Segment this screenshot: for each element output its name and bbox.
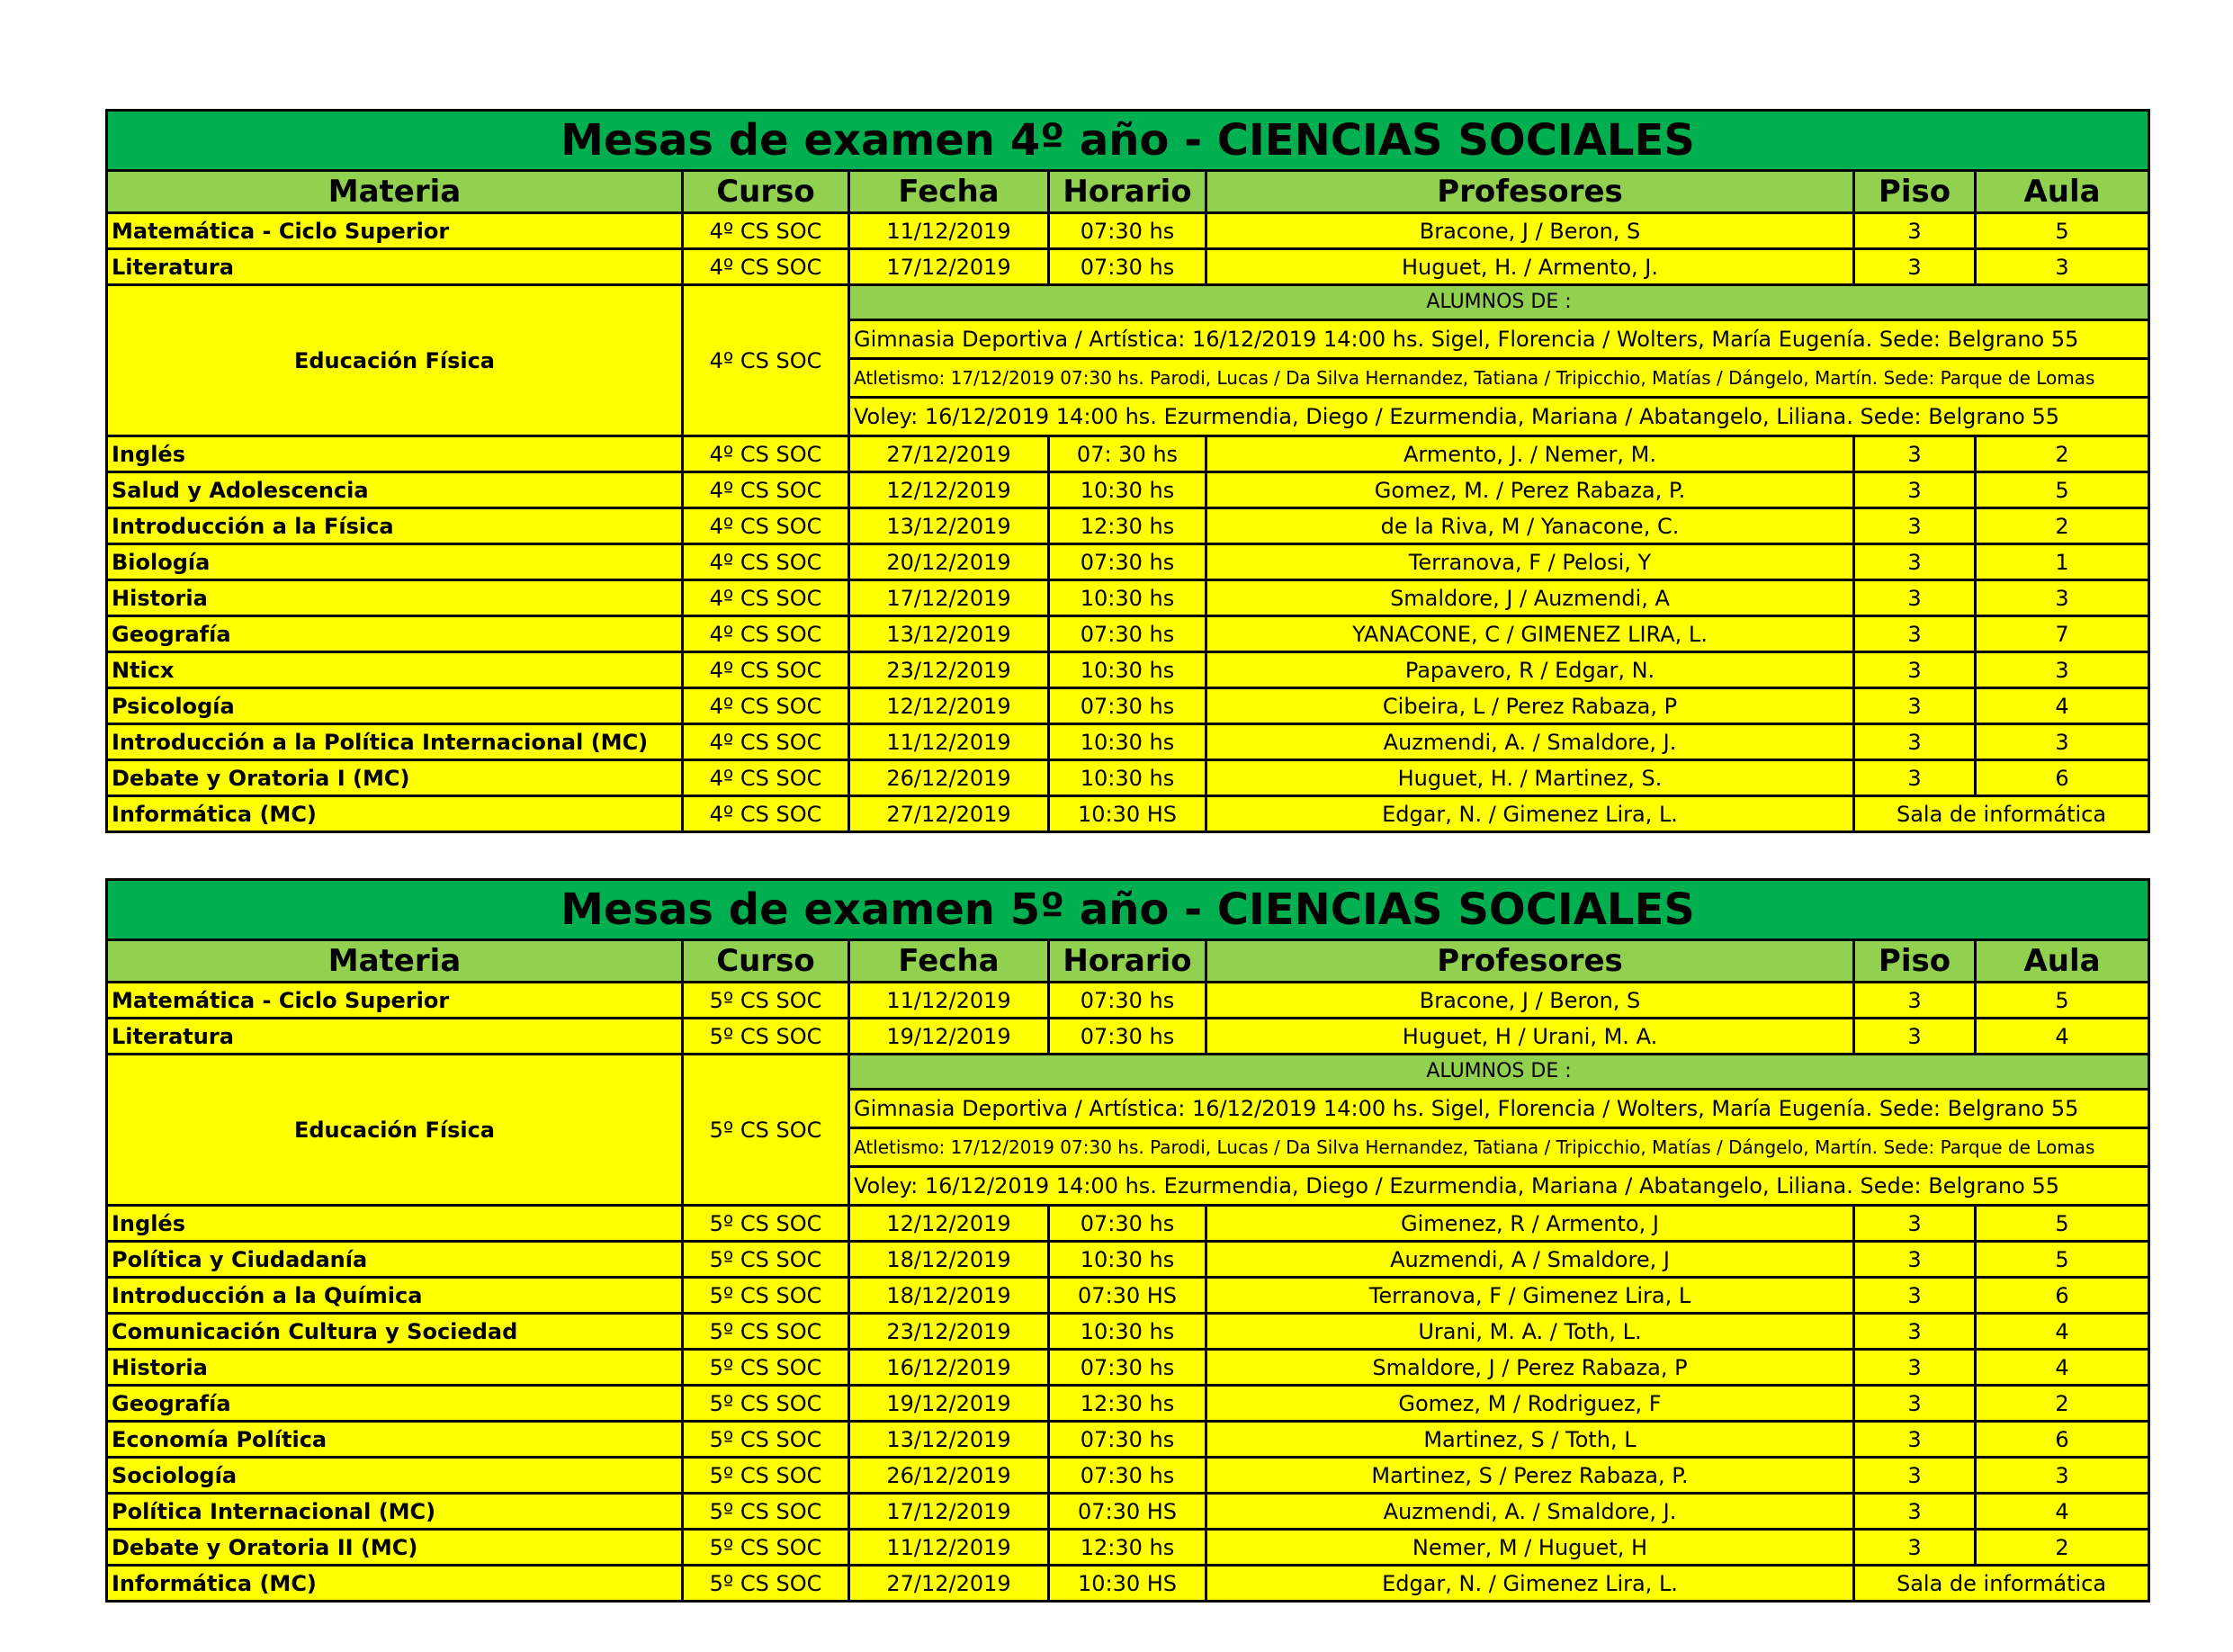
cell-materia: Introducción a la Química (107, 1278, 683, 1314)
cell-fecha: 17/12/2019 (849, 580, 1049, 616)
cell-horario: 12:30 hs (1049, 1386, 1206, 1422)
cell-materia: Geografía (107, 616, 683, 652)
cell-aula: 4 (1976, 688, 2149, 724)
cell-profesores: Martinez, S / Perez Rabaza, P. (1206, 1458, 1854, 1494)
table-row (107, 249, 2149, 285)
cell-horario: 07:30 hs (1049, 688, 1206, 724)
ef-activity: Atletismo: 17/12/2019 07:30 hs. Parodi, Lucas / Da Silva Hernandez, Tatiana / Tripicchio, Matías / Dángelo, Martín. Sede: Parque de Lomas (849, 359, 2149, 398)
cell-horario: 07:30 hs (1049, 616, 1206, 652)
cell-piso: 3 (1854, 1422, 1976, 1458)
cell-profesores: Papavero, R / Edgar, N. (1206, 652, 1854, 688)
cell-piso: 3 (1854, 508, 1976, 544)
cell-profesores: Terranova, F / Gimenez Lira, L (1206, 1278, 1854, 1314)
cell-curso: 5º CS SOC (683, 1530, 849, 1566)
cell-fecha: 19/12/2019 (849, 1386, 1049, 1422)
cell-curso-ef: 4º CS SOC (683, 285, 849, 436)
cell-aula: 6 (1976, 1422, 2149, 1458)
cell-horario: 10:30 hs (1049, 1314, 1206, 1350)
cell-materia: Inglés (107, 436, 683, 472)
cell-fecha: 26/12/2019 (849, 760, 1049, 796)
cell-horario: 10:30 HS (1049, 1566, 1206, 1602)
cell-profesores: Armento, J. / Nemer, M. (1206, 436, 1854, 472)
cell-curso: 5º CS SOC (683, 1278, 849, 1314)
cell-materia: Matemática - Ciclo Superior (107, 213, 683, 249)
column-header-profesores: Profesores (1206, 940, 1854, 983)
table-row (107, 1019, 2149, 1055)
cell-horario: 07: 30 hs (1049, 436, 1206, 472)
cell-piso: 3 (1854, 1314, 1976, 1350)
cell-materia: Historia (107, 580, 683, 616)
cell-aula: 1 (1976, 544, 2149, 580)
cell-curso: 4º CS SOC (683, 472, 849, 508)
cell-fecha: 11/12/2019 (849, 983, 1049, 1019)
cell-aula: 5 (1976, 1206, 2149, 1242)
table-row (107, 688, 2149, 724)
cell-profesores: Edgar, N. / Gimenez Lira, L. (1206, 796, 1854, 832)
cell-fecha: 17/12/2019 (849, 249, 1049, 285)
cell-horario: 07:30 hs (1049, 983, 1206, 1019)
column-header-aula: Aula (1976, 171, 2149, 213)
column-header-piso: Piso (1854, 171, 1976, 213)
cell-curso: 5º CS SOC (683, 1422, 849, 1458)
column-header-fecha: Fecha (849, 940, 1049, 983)
cell-aula: 5 (1976, 1242, 2149, 1278)
cell-piso: 3 (1854, 580, 1976, 616)
cell-materia: Economía Política (107, 1422, 683, 1458)
cell-fecha: 12/12/2019 (849, 1206, 1049, 1242)
cell-aula: 3 (1976, 724, 2149, 760)
cell-piso: 3 (1854, 1350, 1976, 1386)
cell-piso: 3 (1854, 724, 1976, 760)
cell-fecha: 26/12/2019 (849, 1458, 1049, 1494)
cell-horario: 07:30 hs (1049, 1458, 1206, 1494)
cell-curso: 5º CS SOC (683, 1350, 849, 1386)
cell-materia: Biología (107, 544, 683, 580)
cell-piso: 3 (1854, 249, 1976, 285)
cell-aula: 3 (1976, 580, 2149, 616)
table-row (107, 1530, 2149, 1566)
exam-table-5to (105, 878, 2148, 1603)
table-row (107, 1242, 2149, 1278)
table-row (107, 724, 2149, 760)
cell-aula: 2 (1976, 1386, 2149, 1422)
cell-profesores: Huguet, H. / Armento, J. (1206, 249, 1854, 285)
cell-piso: 3 (1854, 1278, 1976, 1314)
cell-profesores: Bracone, J / Beron, S (1206, 983, 1854, 1019)
cell-horario: 07:30 hs (1049, 544, 1206, 580)
cell-fecha: 11/12/2019 (849, 724, 1049, 760)
table-row (107, 1422, 2149, 1458)
cell-horario: 10:30 hs (1049, 472, 1206, 508)
cell-profesores: Huguet, H. / Martinez, S. (1206, 760, 1854, 796)
table-row (107, 1350, 2149, 1386)
cell-profesores: Auzmendi, A. / Smaldore, J. (1206, 724, 1854, 760)
cell-materia: Literatura (107, 249, 683, 285)
cell-aula: 5 (1976, 213, 2149, 249)
cell-materia: Matemática - Ciclo Superior (107, 983, 683, 1019)
cell-curso: 5º CS SOC (683, 1242, 849, 1278)
exam-table-4to (105, 109, 2148, 833)
ef-activity: Voley: 16/12/2019 14:00 hs. Ezurmendia, Diego / Ezurmendia, Mariana / Abatangelo, Liliana. Sede: Belgrano 55 (849, 398, 2149, 436)
cell-curso: 4º CS SOC (683, 724, 849, 760)
header-row (107, 171, 2149, 213)
column-header-piso: Piso (1854, 940, 1976, 983)
cell-fecha: 20/12/2019 (849, 544, 1049, 580)
cell-piso: 3 (1854, 1530, 1976, 1566)
cell-piso: 3 (1854, 544, 1976, 580)
cell-horario: 10:30 hs (1049, 760, 1206, 796)
cell-curso: 4º CS SOC (683, 544, 849, 580)
table-row (107, 1278, 2149, 1314)
cell-fecha: 23/12/2019 (849, 1314, 1049, 1350)
cell-aula: 5 (1976, 472, 2149, 508)
cell-profesores: Martinez, S / Toth, L (1206, 1422, 1854, 1458)
cell-piso: 3 (1854, 1458, 1976, 1494)
cell-fecha: 13/12/2019 (849, 1422, 1049, 1458)
cell-materia: Nticx (107, 652, 683, 688)
column-header-fecha: Fecha (849, 171, 1049, 213)
cell-curso-ef: 5º CS SOC (683, 1055, 849, 1206)
cell-fecha: 12/12/2019 (849, 688, 1049, 724)
cell-materia: Informática (MC) (107, 796, 683, 832)
cell-fecha: 27/12/2019 (849, 436, 1049, 472)
cell-horario: 10:30 hs (1049, 652, 1206, 688)
cell-curso: 4º CS SOC (683, 508, 849, 544)
table-row (107, 1566, 2149, 1602)
cell-profesores: de la Riva, M / Yanacone, C. (1206, 508, 1854, 544)
ef-activity: Atletismo: 17/12/2019 07:30 hs. Parodi, Lucas / Da Silva Hernandez, Tatiana / Tripicchio, Matías / Dángelo, Martín. Sede: Parque de Lomas (849, 1128, 2149, 1167)
cell-aula: 6 (1976, 760, 2149, 796)
cell-profesores: Auzmendi, A / Smaldore, J (1206, 1242, 1854, 1278)
ef-activity: Voley: 16/12/2019 14:00 hs. Ezurmendia, Diego / Ezurmendia, Mariana / Abatangelo, Liliana. Sede: Belgrano 55 (849, 1167, 2149, 1206)
cell-materia: Informática (MC) (107, 1566, 683, 1602)
cell-curso: 4º CS SOC (683, 760, 849, 796)
cell-horario: 07:30 hs (1049, 213, 1206, 249)
cell-materia: Historia (107, 1350, 683, 1386)
table-row (107, 436, 2149, 472)
table-row (107, 472, 2149, 508)
ef-row (107, 285, 2149, 320)
column-header-horario: Horario (1049, 171, 1206, 213)
alumnos-header: ALUMNOS DE : (849, 1055, 2149, 1090)
cell-piso: 3 (1854, 1494, 1976, 1530)
column-header-materia: Materia (107, 171, 683, 213)
cell-profesores: Huguet, H / Urani, M. A. (1206, 1019, 1854, 1055)
cell-materia: Introducción a la Física (107, 508, 683, 544)
cell-horario: 10:30 HS (1049, 796, 1206, 832)
cell-horario: 10:30 hs (1049, 580, 1206, 616)
column-header-curso: Curso (683, 940, 849, 983)
cell-fecha: 13/12/2019 (849, 616, 1049, 652)
cell-materia: Comunicación Cultura y Sociedad (107, 1314, 683, 1350)
cell-piso: 3 (1854, 1386, 1976, 1422)
column-header-horario: Horario (1049, 940, 1206, 983)
cell-horario: 07:30 HS (1049, 1494, 1206, 1530)
cell-piso: 3 (1854, 983, 1976, 1019)
cell-piso: 3 (1854, 1206, 1976, 1242)
cell-materia: Debate y Oratoria II (MC) (107, 1530, 683, 1566)
cell-curso: 4º CS SOC (683, 616, 849, 652)
cell-curso: 4º CS SOC (683, 796, 849, 832)
cell-curso: 5º CS SOC (683, 1494, 849, 1530)
cell-fecha: 18/12/2019 (849, 1278, 1049, 1314)
cell-horario: 10:30 hs (1049, 724, 1206, 760)
cell-fecha: 17/12/2019 (849, 1494, 1049, 1530)
cell-materia: Psicología (107, 688, 683, 724)
cell-curso: 4º CS SOC (683, 249, 849, 285)
cell-materia: Salud y Adolescencia (107, 472, 683, 508)
cell-fecha: 19/12/2019 (849, 1019, 1049, 1055)
cell-profesores: Nemer, M / Huguet, H (1206, 1530, 1854, 1566)
cell-piso: 3 (1854, 1019, 1976, 1055)
cell-aula: 4 (1976, 1350, 2149, 1386)
cell-piso: 3 (1854, 688, 1976, 724)
column-header-profesores: Profesores (1206, 171, 1854, 213)
ef-row (107, 1055, 2149, 1090)
cell-curso: 4º CS SOC (683, 652, 849, 688)
cell-curso: 5º CS SOC (683, 983, 849, 1019)
cell-aula: 2 (1976, 508, 2149, 544)
cell-aula: 4 (1976, 1019, 2149, 1055)
cell-curso: 5º CS SOC (683, 1386, 849, 1422)
cell-materia-ef: Educación Física (107, 1055, 683, 1206)
cell-materia: Sociología (107, 1458, 683, 1494)
cell-horario: 07:30 hs (1049, 1422, 1206, 1458)
cell-materia: Política y Ciudadanía (107, 1242, 683, 1278)
cell-profesores: Cibeira, L / Perez Rabaza, P (1206, 688, 1854, 724)
table-row (107, 580, 2149, 616)
cell-piso: 3 (1854, 1242, 1976, 1278)
table-title: Mesas de examen 4º año - CIENCIAS SOCIALES (107, 111, 2149, 171)
cell-piso: 3 (1854, 616, 1976, 652)
cell-materia: Debate y Oratoria I (MC) (107, 760, 683, 796)
cell-aula: 4 (1976, 1494, 2149, 1530)
cell-curso: 4º CS SOC (683, 436, 849, 472)
column-header-curso: Curso (683, 171, 849, 213)
cell-profesores: Smaldore, J / Auzmendi, A (1206, 580, 1854, 616)
cell-profesores: YANACONE, C / GIMENEZ LIRA, L. (1206, 616, 1854, 652)
cell-curso: 5º CS SOC (683, 1458, 849, 1494)
exam-table (105, 878, 2150, 1603)
cell-profesores: Urani, M. A. / Toth, L. (1206, 1314, 1854, 1350)
cell-horario: 07:30 hs (1049, 249, 1206, 285)
cell-fecha: 23/12/2019 (849, 652, 1049, 688)
cell-fecha: 13/12/2019 (849, 508, 1049, 544)
cell-materia: Política Internacional (MC) (107, 1494, 683, 1530)
cell-aula: 5 (1976, 983, 2149, 1019)
table-row (107, 652, 2149, 688)
cell-materia: Inglés (107, 1206, 683, 1242)
cell-curso: 5º CS SOC (683, 1566, 849, 1602)
alumnos-header: ALUMNOS DE : (849, 285, 2149, 320)
cell-curso: 5º CS SOC (683, 1019, 849, 1055)
cell-aula: 2 (1976, 436, 2149, 472)
cell-curso: 5º CS SOC (683, 1314, 849, 1350)
cell-aula: 3 (1976, 1458, 2149, 1494)
cell-fecha: 27/12/2019 (849, 1566, 1049, 1602)
header-row (107, 940, 2149, 983)
table-row (107, 1494, 2149, 1530)
cell-horario: 07:30 hs (1049, 1019, 1206, 1055)
ef-activity: Gimnasia Deportiva / Artística: 16/12/2019 14:00 hs. Sigel, Florencia / Wolters, María Eugenía. Sede: Belgrano 55 (849, 320, 2149, 359)
table-row (107, 1458, 2149, 1494)
cell-horario: 07:30 hs (1049, 1206, 1206, 1242)
cell-sala: Sala de informática (1854, 796, 2149, 832)
cell-piso: 3 (1854, 213, 1976, 249)
table-row (107, 544, 2149, 580)
cell-aula: 3 (1976, 652, 2149, 688)
ef-activity: Gimnasia Deportiva / Artística: 16/12/2019 14:00 hs. Sigel, Florencia / Wolters, María Eugenía. Sede: Belgrano 55 (849, 1090, 2149, 1128)
cell-fecha: 11/12/2019 (849, 213, 1049, 249)
cell-piso: 3 (1854, 760, 1976, 796)
cell-piso: 3 (1854, 472, 1976, 508)
cell-curso: 4º CS SOC (683, 580, 849, 616)
table-row (107, 616, 2149, 652)
cell-curso: 4º CS SOC (683, 688, 849, 724)
cell-sala: Sala de informática (1854, 1566, 2149, 1602)
cell-fecha: 27/12/2019 (849, 796, 1049, 832)
cell-profesores: Smaldore, J / Perez Rabaza, P (1206, 1350, 1854, 1386)
table-row (107, 983, 2149, 1019)
cell-fecha: 11/12/2019 (849, 1530, 1049, 1566)
cell-aula: 3 (1976, 249, 2149, 285)
cell-profesores: Edgar, N. / Gimenez Lira, L. (1206, 1566, 1854, 1602)
cell-fecha: 16/12/2019 (849, 1350, 1049, 1386)
cell-profesores: Bracone, J / Beron, S (1206, 213, 1854, 249)
cell-profesores: Gimenez, R / Armento, J (1206, 1206, 1854, 1242)
cell-aula: 7 (1976, 616, 2149, 652)
table-row (107, 760, 2149, 796)
exam-table (105, 109, 2150, 833)
cell-materia: Geografía (107, 1386, 683, 1422)
cell-profesores: Terranova, F / Pelosi, Y (1206, 544, 1854, 580)
cell-materia: Introducción a la Política Internacional (MC) (107, 724, 683, 760)
table-row (107, 1314, 2149, 1350)
cell-materia-ef: Educación Física (107, 285, 683, 436)
cell-profesores: Gomez, M / Rodriguez, F (1206, 1386, 1854, 1422)
cell-fecha: 18/12/2019 (849, 1242, 1049, 1278)
table-row (107, 213, 2149, 249)
cell-curso: 4º CS SOC (683, 213, 849, 249)
table-row (107, 796, 2149, 832)
cell-aula: 6 (1976, 1278, 2149, 1314)
cell-horario: 07:30 HS (1049, 1278, 1206, 1314)
cell-horario: 12:30 hs (1049, 508, 1206, 544)
table-row (107, 508, 2149, 544)
cell-curso: 5º CS SOC (683, 1206, 849, 1242)
table-row (107, 1206, 2149, 1242)
cell-horario: 10:30 hs (1049, 1242, 1206, 1278)
cell-aula: 2 (1976, 1530, 2149, 1566)
cell-profesores: Auzmendi, A. / Smaldore, J. (1206, 1494, 1854, 1530)
cell-profesores: Gomez, M. / Perez Rabaza, P. (1206, 472, 1854, 508)
cell-piso: 3 (1854, 652, 1976, 688)
table-title: Mesas de examen 5º año - CIENCIAS SOCIALES (107, 880, 2149, 940)
column-header-materia: Materia (107, 940, 683, 983)
column-header-aula: Aula (1976, 940, 2149, 983)
cell-horario: 12:30 hs (1049, 1530, 1206, 1566)
cell-horario: 07:30 hs (1049, 1350, 1206, 1386)
cell-aula: 4 (1976, 1314, 2149, 1350)
table-row (107, 1386, 2149, 1422)
cell-fecha: 12/12/2019 (849, 472, 1049, 508)
cell-materia: Literatura (107, 1019, 683, 1055)
cell-piso: 3 (1854, 436, 1976, 472)
